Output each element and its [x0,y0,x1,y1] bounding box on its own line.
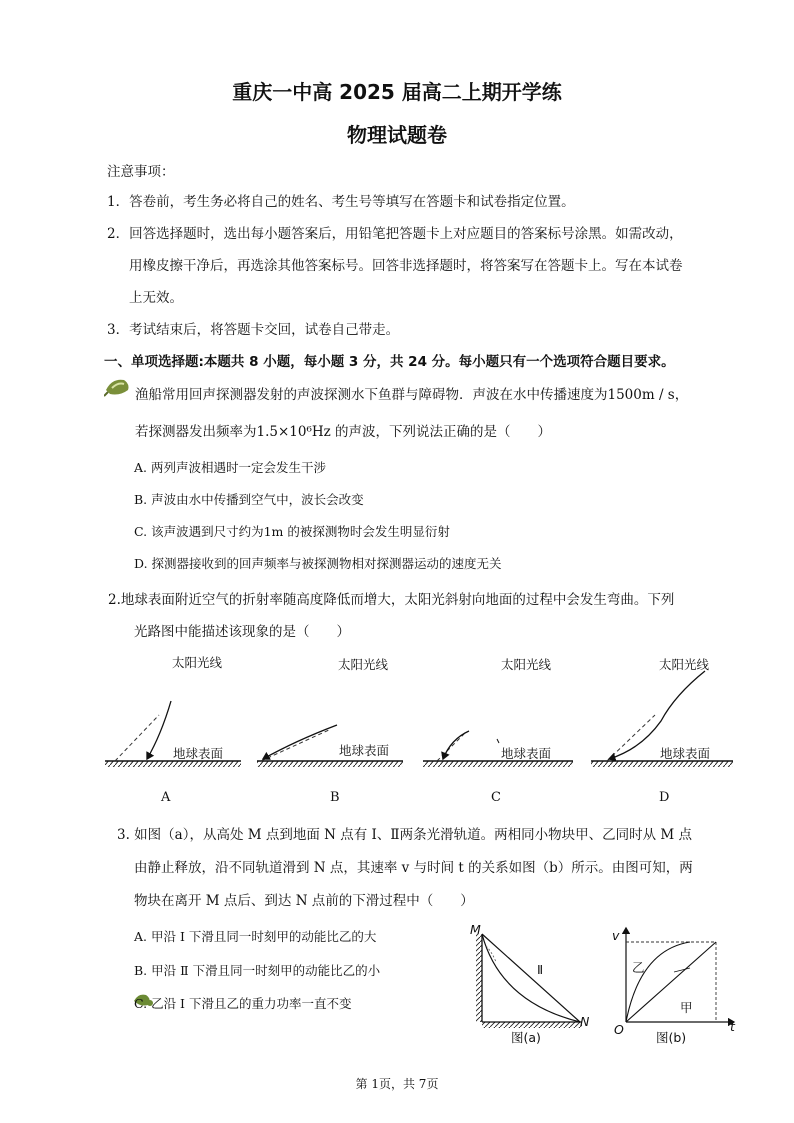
q3-fig-b-jia: 甲 [680,1000,693,1015]
notice-item-2-cont: 用橡皮擦干净后，再选涂其他答案标号。回答非选择题时，将答案写在答题卡上。写在本试卷 [129,258,683,274]
q2-stem-line2: 光路图中能描述该现象的是（ ） [134,624,350,640]
q1-option-b: B. 声波由水中传播到空气中，波长会改变 [134,492,364,507]
notice-heading: 注意事项： [107,164,175,180]
q3-stem-line3: 物块在离开 M 点后、到达 N 点前的下滑过程中（ ） [134,893,474,909]
q2-a-sun-label: 太阳光线 [172,655,223,670]
corner-logo-icon [104,376,132,398]
q2-c-sun-label: 太阳光线 [501,657,552,672]
notice-item-1: 1．答卷前，考生务必将自己的姓名、考生号等填写在答题卡和试卷指定位置。 [107,194,575,210]
q3-option-a: A. 甲沿 Ⅰ 下滑且同一时刻甲的动能比乙的大 [134,929,377,944]
q3-stem-line1: 3. 如图（a），从高处 M 点到地面 N 点有 Ⅰ、Ⅱ两条光滑轨道。两相同小物块甲、乙同时从 M 点 [117,827,692,843]
notice-item-2: 2．回答选择题时，选出每小题答案后，用铅笔把答题卡上对应题目的答案标号涂黑。如需改动， [107,226,683,242]
q2-b-sun-label: 太阳光线 [338,657,389,672]
q3-stem-line2: 由静止释放，沿不同轨道滑到 N 点，其速率 v 与时间 t 的关系如图（b）所示。由图可知，两 [134,860,693,876]
section-heading: 一、单项选择题:本题共 8 小题，每小题 3 分，共 24 分。每小题只有一个选项符合题目要求。 [104,354,675,370]
q3-fig-b-yi: 乙 [632,960,645,975]
q3-fig-a-m: M [470,922,481,937]
q3-option-b: B. 甲沿 Ⅱ 下滑且同一时刻甲的动能比乙的小 [134,963,381,978]
q1-stem-line2: 若探测器发出频率为1.5×10⁶Hz 的声波，下列说法正确的是（ ） [135,424,552,440]
q2-d-ground-label: 地球表面 [660,746,711,761]
q3-figure-a [470,922,595,1042]
q1-option-c: C. 该声波遇到尺寸约为1m 的被探测物时会发生明显衍射 [134,524,450,539]
q2-b-ground-label: 地球表面 [339,743,390,758]
exam-title: 重庆一中高 2025 届高二上期开学练 [232,80,562,104]
q1-option-a: A. 两列声波相遇时一定会发生干涉 [134,460,326,475]
q2-c-ground-label: 地球表面 [501,746,552,761]
q2-b-letter: B [330,790,340,805]
q2-d-sun-label: 太阳光线 [659,657,710,672]
q3-fig-b-o: O [614,1022,624,1037]
q2-c-letter: C [491,790,501,805]
q3-fig-b-caption: 图(b) [656,1030,687,1045]
q3-fig-a-caption: 图(a) [511,1030,541,1045]
q1-stem-line1: 渔船常用回声探测器发射的声波探测水下鱼群与障碍物．声波在水中传播速度为1500m / s， [135,387,689,403]
page-footer: 第 1页，共 7页 [355,1077,439,1091]
q2-d-letter: D [659,790,670,805]
q3-fig-b-t: t [730,1019,735,1034]
notice-item-2-end: 上无效。 [129,290,183,306]
notice-item-3: 3．考试结束后，将答题卡交回，试卷自己带走。 [107,322,400,338]
q3-fig-a-n: N [580,1014,590,1029]
q3-fig-b-v: v [612,928,620,943]
q2-a-letter: A [161,790,171,805]
q3-fig-a-track2: Ⅱ [537,962,544,977]
q2-stem-line1: 2.地球表面附近空气的折射率随高度降低而增大，太阳光斜射向地面的过程中会发生弯曲。下列 [108,592,675,608]
q3-figure-b [610,924,740,1032]
q1-option-d: D. 探测器接收到的回声频率与被探测物相对探测器运动的速度无关 [134,556,502,571]
q3-option-c: C. 乙沿 Ⅰ 下滑且乙的重力功率一直不变 [134,996,352,1011]
q2-a-ground-label: 地球表面 [173,746,224,761]
exam-subtitle: 物理试题卷 [347,123,447,147]
